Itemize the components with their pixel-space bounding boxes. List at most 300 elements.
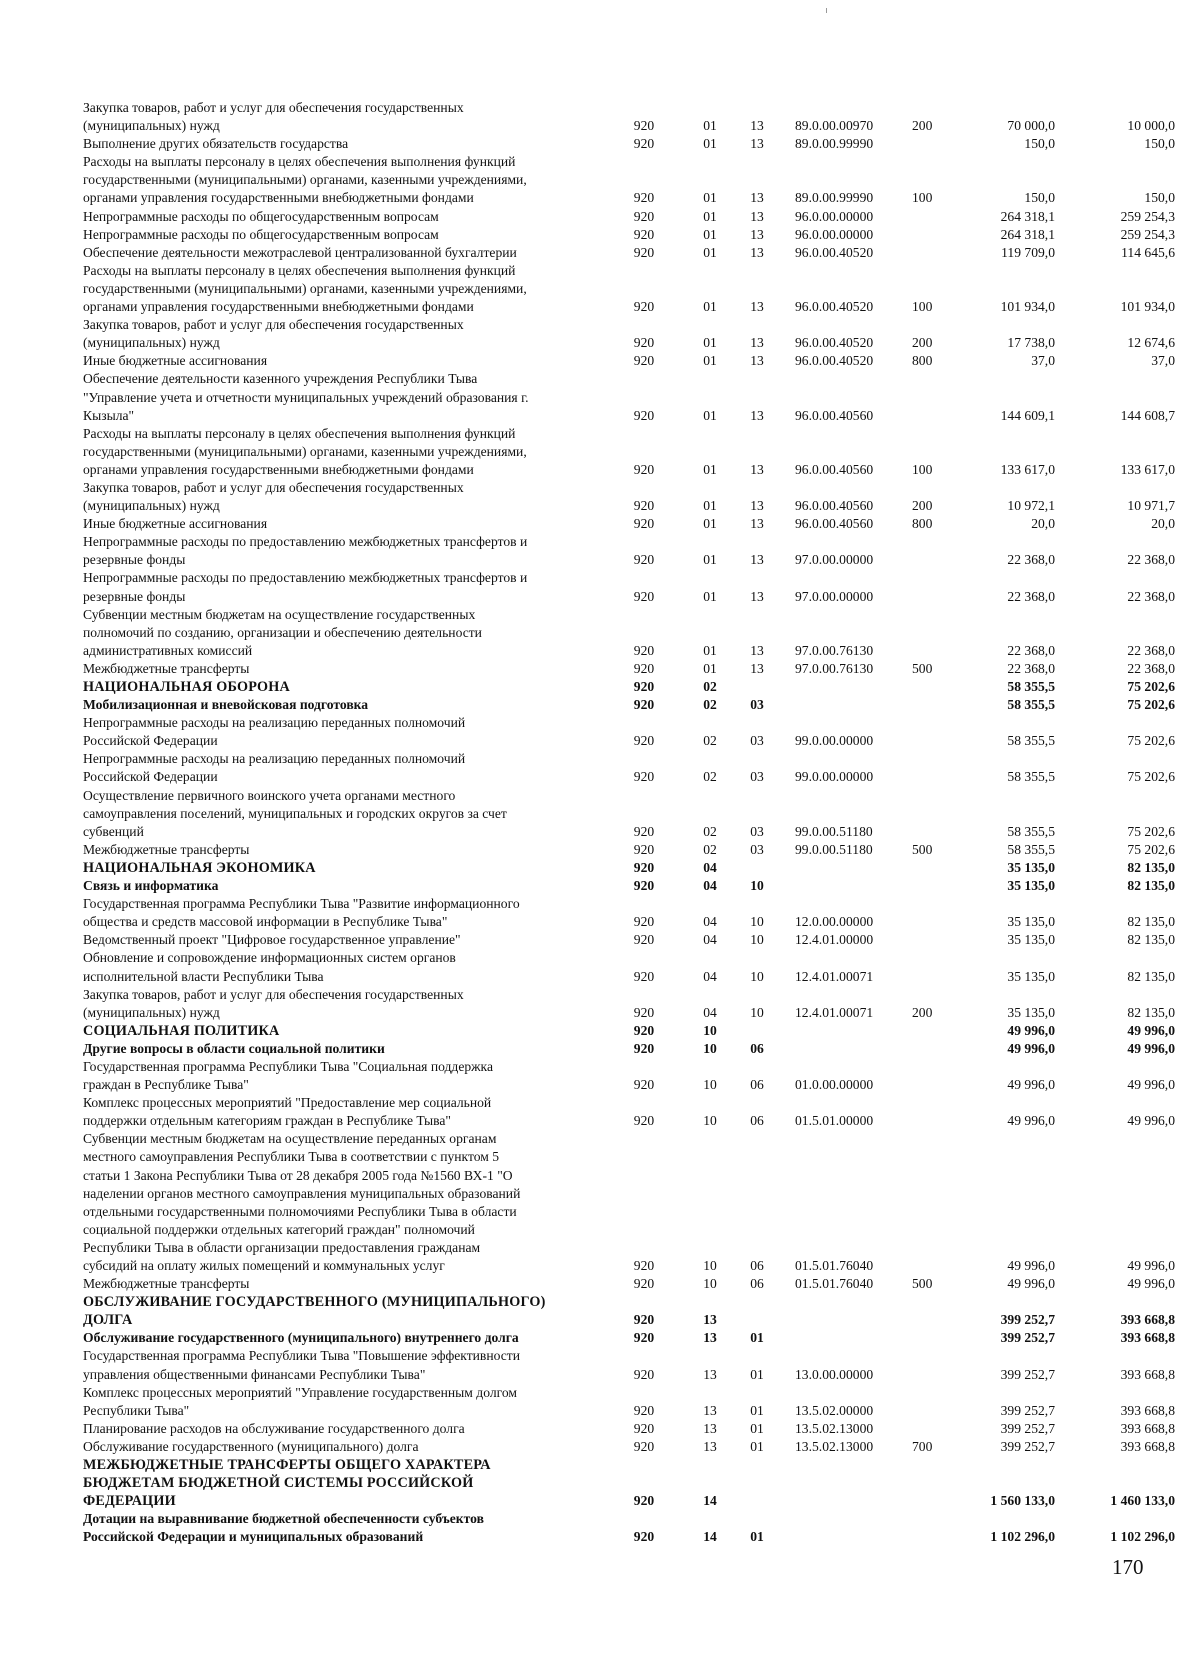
cell-cs: 97.0.00.76130	[795, 660, 874, 676]
cell-pr: 13	[750, 244, 764, 260]
cell-value-2: 1 460 133,0	[1110, 1493, 1175, 1509]
cell-rz: 01	[703, 498, 717, 514]
table-row	[83, 226, 1178, 244]
cell-value-2: 393 668,8	[1120, 1402, 1175, 1418]
cell-pr: 03	[750, 769, 764, 785]
cell-gr: 920	[633, 733, 655, 749]
cell-value-2: 133 617,0	[1120, 461, 1175, 477]
cell-value-1: 58 355,5	[1007, 769, 1055, 785]
cell-pr: 06	[750, 1258, 764, 1273]
cell-value-1: 58 355,5	[1007, 841, 1055, 857]
cell-pr: 13	[750, 498, 764, 514]
table-row	[83, 877, 1178, 895]
cell-cs: 99.0.00.51180	[795, 823, 873, 839]
cell-pr: 06	[750, 1276, 764, 1292]
row-name: Обеспечение деятельности казенного учреждения Республики Тыва "Управление учета и отчетности муниципальных учреждений образования г. Кызыла"	[83, 371, 529, 423]
cell-cs: 97.0.00.00000	[795, 552, 874, 568]
cell-value-2: 150,0	[1144, 190, 1175, 206]
cell-pr: 13	[750, 642, 764, 658]
cell-value-1: 35 135,0	[1007, 914, 1055, 930]
table-row	[83, 714, 1178, 750]
row-name: Осуществление первичного воинского учета органами местного самоуправления поселений, муниципальных и городских округов за счет субвенций	[83, 787, 507, 839]
cell-value-2: 12 674,6	[1127, 335, 1175, 351]
cell-rz: 10	[703, 1040, 717, 1056]
cell-value-1: 264 318,1	[1000, 208, 1055, 224]
cell-rz: 10	[703, 1113, 717, 1129]
cell-value-2: 393 668,8	[1120, 1330, 1175, 1346]
table-row	[83, 1329, 1178, 1347]
row-name: Непрограммные расходы по общегосударственным вопросам	[83, 208, 439, 224]
cell-gr: 920	[633, 679, 655, 694]
row-name: Комплекс процессных мероприятий "Управление государственным долгом Республики Тыва"	[83, 1384, 517, 1418]
cell-value-2: 82 135,0	[1127, 968, 1175, 984]
cell-vr: 100	[912, 190, 933, 206]
cell-value-2: 49 996,0	[1127, 1040, 1175, 1056]
cell-rz: 01	[703, 516, 717, 532]
cell-value-1: 399 252,7	[1000, 1366, 1055, 1382]
cell-gr: 920	[633, 136, 655, 152]
cell-value-2: 49 996,0	[1127, 1077, 1175, 1093]
table-row	[83, 316, 1178, 352]
cell-gr: 920	[633, 190, 655, 206]
row-name: Межбюджетные трансферты	[83, 841, 250, 857]
cell-rz: 01	[703, 208, 717, 224]
cell-value-1: 49 996,0	[1007, 1040, 1055, 1056]
row-name: Закупка товаров, работ и услуг для обеспечения государственных (муниципальных) нужд	[83, 479, 464, 514]
cell-vr: 500	[912, 841, 933, 857]
cell-value-1: 49 996,0	[1007, 1113, 1055, 1129]
cell-value-2: 75 202,6	[1127, 733, 1175, 749]
cell-rz: 02	[703, 841, 717, 857]
cell-value-1: 37,0	[1031, 353, 1055, 369]
cell-gr: 920	[633, 1077, 655, 1093]
table-row	[83, 153, 1178, 207]
cell-value-2: 259 254,3	[1120, 226, 1175, 242]
cell-value-1: 264 318,1	[1000, 226, 1055, 242]
cell-rz: 04	[703, 1004, 717, 1020]
cell-value-1: 35 135,0	[1007, 859, 1055, 875]
cell-cs: 01.5.01.76040	[795, 1276, 874, 1292]
cell-value-1: 58 355,5	[1007, 679, 1055, 694]
row-name: Межбюджетные трансферты	[83, 1276, 250, 1292]
cell-pr: 13	[750, 299, 764, 315]
cell-vr: 500	[912, 1276, 933, 1292]
cell-gr: 920	[633, 1113, 655, 1129]
cell-pr: 13	[750, 516, 764, 532]
cell-gr: 920	[633, 823, 655, 839]
cell-rz: 10	[703, 1258, 717, 1273]
cell-gr: 920	[633, 1402, 655, 1418]
row-name: Обновление и сопровождение информационных систем органов исполнительной власти Республики Тыва	[83, 950, 456, 984]
cell-cs: 96.0.00.40520	[795, 244, 874, 260]
table-row	[83, 262, 1178, 316]
cell-cs: 89.0.00.99990	[795, 136, 874, 152]
cell-value-1: 144 609,1	[1000, 407, 1055, 423]
cell-rz: 04	[703, 878, 717, 894]
cell-pr: 01	[750, 1529, 764, 1545]
cell-value-2: 22 368,0	[1127, 642, 1175, 658]
cell-gr: 920	[633, 244, 655, 260]
table-row	[83, 841, 1178, 859]
cell-pr: 06	[750, 1040, 764, 1056]
cell-cs: 96.0.00.40560	[795, 498, 874, 514]
table-row	[83, 678, 1178, 696]
row-name: Иные бюджетные ассигнования	[83, 353, 268, 369]
cell-value-2: 393 668,8	[1120, 1438, 1175, 1454]
cell-value-1: 35 135,0	[1007, 968, 1055, 984]
cell-gr: 920	[633, 552, 655, 568]
cell-pr: 03	[750, 733, 764, 749]
cell-value-2: 144 608,7	[1120, 407, 1175, 423]
cell-value-1: 58 355,5	[1007, 823, 1055, 839]
cell-value-2: 75 202,6	[1127, 823, 1175, 839]
cell-rz: 13	[703, 1366, 717, 1382]
cell-value-2: 10 971,7	[1127, 498, 1175, 514]
cell-pr: 01	[750, 1402, 764, 1418]
cell-value-2: 22 368,0	[1127, 660, 1175, 676]
cell-vr: 800	[912, 353, 933, 369]
cell-rz: 01	[703, 226, 717, 242]
row-name: Планирование расходов на обслуживание государственного долга	[83, 1420, 465, 1436]
cell-pr: 10	[750, 1004, 764, 1020]
table-row	[83, 1130, 1178, 1275]
table-row	[83, 370, 1178, 424]
cell-pr: 01	[750, 1420, 764, 1436]
cell-vr: 500	[912, 660, 933, 676]
cell-value-2: 1 102 296,0	[1110, 1529, 1175, 1545]
cell-rz: 13	[703, 1312, 717, 1328]
cell-rz: 04	[703, 932, 717, 948]
cell-vr: 700	[912, 1438, 933, 1454]
table-row	[83, 1510, 1178, 1546]
cell-gr: 920	[633, 588, 655, 604]
cell-cs: 96.0.00.40560	[795, 461, 874, 477]
cell-rz: 02	[703, 733, 717, 749]
table-row	[83, 750, 1178, 786]
cell-cs: 01.5.01.76040	[795, 1258, 874, 1273]
cell-rz: 01	[703, 642, 717, 658]
cell-pr: 01	[750, 1438, 764, 1454]
cell-value-2: 150,0	[1144, 136, 1175, 152]
cell-value-1: 399 252,7	[1000, 1438, 1055, 1454]
cell-rz: 13	[703, 1420, 717, 1436]
row-name: Субвенции местным бюджетам на осуществление государственных полномочий по созданию, организации и обеспечению деятельности административных комиссий	[83, 606, 482, 658]
cell-value-2: 49 996,0	[1127, 1276, 1175, 1292]
cell-pr: 10	[750, 878, 764, 894]
cell-rz: 10	[703, 1022, 717, 1038]
cell-gr: 920	[633, 1004, 655, 1020]
cell-value-1: 35 135,0	[1007, 878, 1055, 894]
table-row	[83, 1384, 1178, 1420]
cell-gr: 920	[633, 461, 655, 477]
cell-rz: 02	[703, 679, 717, 694]
cell-cs: 12.4.01.00000	[795, 932, 874, 948]
cell-value-1: 20,0	[1031, 516, 1055, 532]
table-row	[83, 895, 1178, 931]
cell-pr: 13	[750, 353, 764, 369]
cell-value-2: 82 135,0	[1127, 878, 1175, 894]
cell-value-2: 75 202,6	[1127, 697, 1175, 713]
cell-gr: 920	[633, 1330, 655, 1346]
cell-value-1: 399 252,7	[1000, 1402, 1055, 1418]
cell-value-2: 82 135,0	[1127, 932, 1175, 948]
cell-vr: 200	[912, 498, 933, 514]
cell-value-2: 75 202,6	[1127, 769, 1175, 785]
row-name: Обслуживание государственного (муниципального) долга	[83, 1438, 419, 1454]
cell-gr: 920	[633, 1529, 655, 1545]
cell-pr: 13	[750, 136, 764, 152]
cell-cs: 96.0.00.40560	[795, 516, 874, 532]
row-name: Закупка товаров, работ и услуг для обеспечения государственных (муниципальных) нужд	[83, 317, 464, 351]
cell-pr: 01	[750, 1366, 764, 1382]
row-name: Выполнение других обязательств государства	[83, 136, 349, 152]
cell-value-1: 49 996,0	[1007, 1077, 1055, 1093]
row-name: Комплекс процессных мероприятий "Предоставление мер социальной поддержки отдельным категориям граждан в Республике Тыва"	[83, 1095, 492, 1129]
cell-cs: 97.0.00.00000	[795, 588, 874, 604]
table-row	[83, 135, 1178, 153]
cell-cs: 89.0.00.99990	[795, 190, 874, 206]
cell-value-2: 393 668,8	[1120, 1312, 1175, 1328]
cell-gr: 920	[633, 914, 655, 930]
row-name: Государственная программа Республики Тыва "Повышение эффективности управления общественными финансами Республики Тыва"	[83, 1348, 521, 1382]
cell-cs: 99.0.00.00000	[795, 733, 874, 749]
cell-cs: 12.0.00.00000	[795, 914, 874, 930]
cell-rz: 01	[703, 461, 717, 477]
cell-pr: 13	[750, 226, 764, 242]
cell-rz: 01	[703, 552, 717, 568]
cell-value-2: 20,0	[1151, 516, 1175, 532]
cell-rz: 13	[703, 1402, 717, 1418]
table-row	[83, 425, 1178, 479]
row-name: Непрограммные расходы по предоставлению межбюджетных трансфертов и резервные фонды	[83, 534, 528, 568]
cell-gr: 920	[633, 1022, 655, 1038]
row-name: Межбюджетные трансферты	[83, 660, 250, 676]
cell-gr: 920	[633, 1366, 655, 1382]
cell-cs: 13.5.02.13000	[795, 1420, 874, 1436]
row-name: Непрограммные расходы по предоставлению межбюджетных трансфертов и резервные фонды	[83, 570, 528, 604]
row-name: Иные бюджетные ассигнования	[83, 516, 268, 532]
cell-value-1: 35 135,0	[1007, 1004, 1055, 1020]
cell-value-2: 393 668,8	[1120, 1420, 1175, 1436]
table-row	[83, 533, 1178, 569]
row-name: Расходы на выплаты персоналу в целях обеспечения выполнения функций государственными (муниципальными) органами, казенными учреждениями, органами управления государственными внебюджетными фондами	[83, 154, 527, 206]
table-row	[83, 931, 1178, 949]
cell-gr: 920	[633, 841, 655, 857]
cell-value-1: 150,0	[1024, 136, 1055, 152]
cell-vr: 200	[912, 118, 933, 134]
cell-rz: 01	[703, 136, 717, 152]
cell-value-1: 101 934,0	[1000, 299, 1055, 315]
cell-rz: 01	[703, 335, 717, 351]
cell-pr: 13	[750, 588, 764, 604]
cell-rz: 04	[703, 914, 717, 930]
table-row	[83, 479, 1178, 515]
cell-rz: 10	[703, 1077, 717, 1093]
cell-vr: 200	[912, 1004, 933, 1020]
cell-vr: 100	[912, 299, 933, 315]
cell-value-1: 22 368,0	[1007, 552, 1055, 568]
cell-gr: 920	[633, 642, 655, 658]
table-row	[83, 208, 1178, 226]
cell-value-1: 399 252,7	[1000, 1312, 1055, 1328]
cell-gr: 920	[633, 208, 655, 224]
row-name: НАЦИОНАЛЬНАЯ ЭКОНОМИКА	[83, 859, 316, 876]
cell-value-2: 49 996,0	[1127, 1022, 1175, 1038]
cell-value-1: 399 252,7	[1000, 1330, 1055, 1346]
cell-value-2: 75 202,6	[1127, 679, 1175, 694]
cell-value-2: 49 996,0	[1127, 1113, 1175, 1129]
cell-value-1: 133 617,0	[1000, 461, 1055, 477]
cell-pr: 13	[750, 208, 764, 224]
cell-value-1: 1 102 296,0	[990, 1529, 1055, 1545]
table-row	[83, 352, 1178, 370]
cell-cs: 13.0.00.00000	[795, 1366, 874, 1382]
cell-gr: 920	[633, 1040, 655, 1056]
table-row	[83, 1094, 1178, 1130]
row-name: Обслуживание государственного (муниципального) внутреннего долга	[83, 1330, 519, 1346]
cell-value-1: 35 135,0	[1007, 932, 1055, 948]
cell-pr: 13	[750, 461, 764, 477]
cell-value-1: 58 355,5	[1007, 697, 1055, 713]
cell-pr: 06	[750, 1077, 764, 1093]
cell-cs: 99.0.00.51180	[795, 841, 873, 857]
row-name: Ведомственный проект "Цифровое государственное управление"	[83, 932, 461, 948]
cell-gr: 920	[633, 1312, 655, 1328]
cell-cs: 13.5.02.13000	[795, 1438, 874, 1454]
cell-value-2: 82 135,0	[1127, 1004, 1175, 1020]
table-row	[83, 1347, 1178, 1383]
cell-value-2: 22 368,0	[1127, 588, 1175, 604]
table-row	[83, 787, 1178, 841]
table-row	[83, 1420, 1178, 1438]
cell-value-2: 75 202,6	[1127, 841, 1175, 857]
cell-pr: 10	[750, 932, 764, 948]
row-name: Закупка товаров, работ и услуг для обеспечения государственных (муниципальных) нужд	[83, 986, 464, 1020]
cell-value-1: 22 368,0	[1007, 588, 1055, 604]
cell-gr: 920	[633, 335, 655, 351]
scan-mark	[826, 8, 827, 13]
table-row	[83, 696, 1178, 714]
cell-rz: 13	[703, 1438, 717, 1454]
row-name: Расходы на выплаты персоналу в целях обеспечения выполнения функций государственными (муниципальными) органами, казенными учреждениями, органами управления государственными внебюджетными фондами	[83, 262, 527, 315]
cell-pr: 10	[750, 968, 764, 984]
cell-cs: 99.0.00.00000	[795, 769, 874, 785]
row-name: НАЦИОНАЛЬНАЯ ОБОРОНА	[83, 679, 290, 695]
cell-value-2: 37,0	[1151, 353, 1175, 369]
row-name: Государственная программа Республики Тыва "Социальная поддержка граждан в Республике Тыва"	[83, 1058, 493, 1093]
table-row	[83, 859, 1178, 877]
cell-vr: 100	[912, 461, 933, 477]
cell-value-2: 10 000,0	[1127, 118, 1175, 134]
cell-value-2: 82 135,0	[1127, 914, 1175, 930]
row-name: Дотации на выравнивание бюджетной обеспеченности субъектов Российской Федерации и муниципальных образований	[83, 1511, 484, 1545]
cell-cs: 97.0.00.76130	[795, 642, 874, 658]
cell-gr: 920	[633, 769, 655, 785]
row-name: Другие вопросы в области социальной политики	[83, 1040, 385, 1056]
cell-gr: 920	[633, 407, 655, 423]
cell-gr: 920	[633, 1420, 655, 1436]
table-row	[83, 1275, 1178, 1293]
cell-pr: 13	[750, 660, 764, 676]
cell-cs: 13.5.02.00000	[795, 1402, 874, 1418]
cell-cs: 89.0.00.00970	[795, 118, 874, 134]
cell-value-2: 114 645,6	[1121, 244, 1175, 260]
cell-value-1: 17 738,0	[1007, 335, 1055, 351]
table-row	[83, 1058, 1178, 1094]
cell-value-1: 119 709,0	[1001, 244, 1055, 260]
table-row	[83, 569, 1178, 605]
cell-cs: 12.4.01.00071	[795, 968, 874, 984]
cell-value-1: 150,0	[1024, 190, 1055, 206]
cell-gr: 920	[633, 660, 655, 676]
cell-rz: 14	[703, 1529, 717, 1545]
cell-rz: 01	[703, 660, 717, 676]
table-row	[83, 515, 1178, 533]
cell-value-2: 82 135,0	[1127, 859, 1175, 875]
cell-rz: 01	[703, 299, 717, 315]
cell-pr: 01	[750, 1330, 764, 1346]
cell-cs: 12.4.01.00071	[795, 1004, 874, 1020]
table-row	[83, 949, 1178, 985]
cell-value-2: 101 934,0	[1120, 299, 1175, 315]
cell-cs: 96.0.00.40520	[795, 335, 874, 351]
page-number: 170	[1112, 1555, 1144, 1579]
cell-rz: 02	[703, 823, 717, 839]
row-name: Обеспечение деятельности межотраслевой централизованной бухгалтерии	[83, 244, 517, 260]
row-name: МЕЖБЮДЖЕТНЫЕ ТРАНСФЕРТЫ ОБЩЕГО ХАРАКТЕРА БЮДЖЕТАМ БЮДЖЕТНОЙ СИСТЕМЫ РОССИЙСКОЙ ФЕДЕРАЦИИ	[83, 1457, 491, 1510]
cell-cs: 01.0.00.00000	[795, 1077, 874, 1093]
table-row	[83, 1293, 1178, 1329]
cell-value-1: 10 972,1	[1007, 498, 1055, 514]
table-row	[83, 1040, 1178, 1058]
cell-pr: 13	[750, 190, 764, 206]
cell-cs: 96.0.00.40520	[795, 299, 874, 315]
cell-gr: 920	[633, 226, 655, 242]
budget-table	[83, 99, 1178, 1547]
cell-rz: 10	[703, 1276, 717, 1292]
cell-cs: 96.0.00.40560	[795, 407, 874, 423]
cell-cs: 01.5.01.00000	[795, 1113, 874, 1129]
row-name: Государственная программа Республики Тыва "Развитие информационного общества и средств массовой информации в Республике Тыва"	[83, 896, 520, 930]
table-row	[83, 99, 1178, 135]
cell-rz: 04	[703, 859, 717, 875]
cell-rz: 02	[703, 769, 717, 785]
cell-gr: 920	[633, 118, 655, 134]
table-row	[83, 986, 1178, 1022]
table-row	[83, 1022, 1178, 1040]
row-name: Непрограммные расходы по общегосударственным вопросам	[83, 226, 439, 242]
cell-rz: 01	[703, 407, 717, 423]
row-name: ОБСЛУЖИВАНИЕ ГОСУДАРСТВЕННОГО (МУНИЦИПАЛЬНОГО) ДОЛГА	[83, 1294, 546, 1329]
cell-rz: 01	[703, 588, 717, 604]
cell-value-1: 49 996,0	[1007, 1022, 1055, 1038]
cell-value-1: 22 368,0	[1007, 660, 1055, 676]
cell-value-2: 393 668,8	[1120, 1366, 1175, 1382]
row-name: Субвенции местным бюджетам на осуществление переданных органам местного самоуправления Республики Тыва в соответствии с пунктом 5 статьи 1 Закона Республики Тыва от 28 декабря 2005 года №1560 ВХ-1 "О наделении органов местного самоуправления муниципальных образований отдельными государственными полномочиями Республики Тыва в области социальной поддержки отдельных категорий граждан" полномочий Республики Тыва в области организации предоставления гражданам субсидий на оплату жилых помещений и коммунальных услуг	[83, 1131, 521, 1273]
cell-gr: 920	[633, 932, 655, 948]
row-name: Мобилизационная и вневойсковая подготовка	[83, 697, 369, 713]
cell-rz: 14	[703, 1493, 717, 1509]
cell-cs: 96.0.00.00000	[795, 226, 874, 242]
cell-pr: 13	[750, 552, 764, 568]
cell-gr: 920	[633, 516, 655, 532]
cell-pr: 03	[750, 823, 764, 839]
cell-cs: 96.0.00.00000	[795, 208, 874, 224]
table-row	[83, 1456, 1178, 1510]
cell-value-1: 70 000,0	[1007, 118, 1055, 134]
cell-gr: 920	[633, 353, 655, 369]
cell-gr: 920	[633, 697, 655, 713]
